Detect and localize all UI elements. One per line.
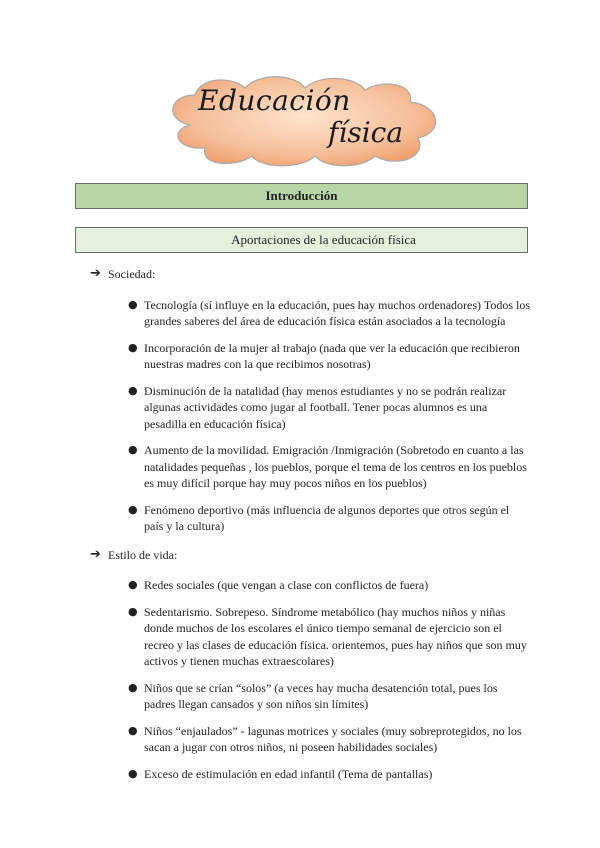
section-sociedad [90, 266, 530, 535]
section-heading-label: Estilo de vida: [108, 547, 178, 562]
list-item [90, 577, 530, 594]
list-item-text: Incorporación de la mujer al trabajo (nada que ver la educación que recibieron nuestras madres con la que recibimos nosotras) [144, 340, 520, 371]
bullet-icon: ● [128, 340, 138, 354]
aportaciones-heading: Aportaciones de la educación física [231, 232, 416, 247]
list-item [90, 383, 530, 433]
bullet-icon: ● [128, 723, 138, 737]
list-item-text: Aumento de la movilidad. Emigración /Inmigración (Sobretodo en cuanto a las natalidades pequeñas , los pueblos, porque el tema de los centros en los pueblos es muy difícil porque hay muy pocos niños en los pueblos) [144, 443, 527, 490]
list-item-text: Redes sociales (que vengan a clase con conflictos de fuera) [144, 578, 429, 592]
list-item [90, 502, 530, 535]
list-item [90, 680, 530, 713]
bullet-list [90, 297, 530, 535]
list-item-text: Fenómeno deportivo (más influencia de algunos deportes que otros según el país y la cultura) [144, 502, 510, 533]
aportaciones-bar [75, 227, 528, 253]
list-item-text: Niños “enjaulados” - lagunas motrices y sociales (muy sobreprotegidos, no los sacan a jugar con otros niños, ni poseen habilidades sociales) [144, 723, 522, 754]
intro-heading: Introducción [265, 188, 338, 203]
list-item-text: Tecnología (sí influye en la educación, pues hay muchos ordenadores) Todos los grandes saberes del área de educación física están asociados a la tecnología [144, 297, 530, 328]
list-item [90, 297, 530, 330]
list-item [90, 604, 530, 670]
list-item [90, 723, 530, 756]
intro-bar [75, 183, 528, 209]
bullet-icon: ● [128, 680, 138, 694]
title-line-2: física [328, 116, 404, 149]
list-item-text: Niños que se crían “solos” (a veces hay mucha desatención total, pues los padres llegan cansados y son niños sin límites) [144, 680, 498, 711]
bullet-icon: ● [128, 297, 138, 311]
content [90, 266, 530, 794]
bullet-icon: ● [128, 604, 138, 618]
bullet-icon: ● [128, 578, 138, 591]
bullet-list [90, 577, 530, 782]
arrow-right-icon: ➔ [90, 546, 101, 562]
bullet-icon: ● [128, 766, 138, 780]
list-item [90, 340, 530, 373]
list-item-text: Exceso de estimulación en edad infantil (Tema de pantallas) [144, 766, 433, 781]
title-line-1: Educación [198, 84, 351, 117]
section-heading-label: Sociedad: [108, 267, 156, 281]
section-heading [90, 266, 530, 283]
bullet-icon: ● [128, 443, 138, 456]
arrow-right-icon: ➔ [90, 266, 101, 281]
bullet-icon: ● [128, 502, 138, 516]
list-item [90, 766, 530, 783]
list-item [90, 442, 530, 492]
title-cloud [160, 70, 450, 170]
section-heading [90, 547, 530, 564]
list-item-text: Sedentarismo. Sobrepeso. Síndrome metabólico (hay muchos niños y niñas donde muchos de los escolares el único tiempo semanal de ejercicio son el recreo y las clases de educación física. orientemos, pues hay niños que son muy activos y tienen muchas extraescolares) [144, 604, 527, 668]
section-estilo-de-vida [90, 547, 530, 783]
list-item-text: Disminución de la natalidad (hay menos estudiantes y no se podrán realizar algunas actividades como jugar al football. Tener pocas alumnos es una pesadilla en educación física) [144, 383, 507, 431]
bullet-icon: ● [128, 383, 138, 397]
